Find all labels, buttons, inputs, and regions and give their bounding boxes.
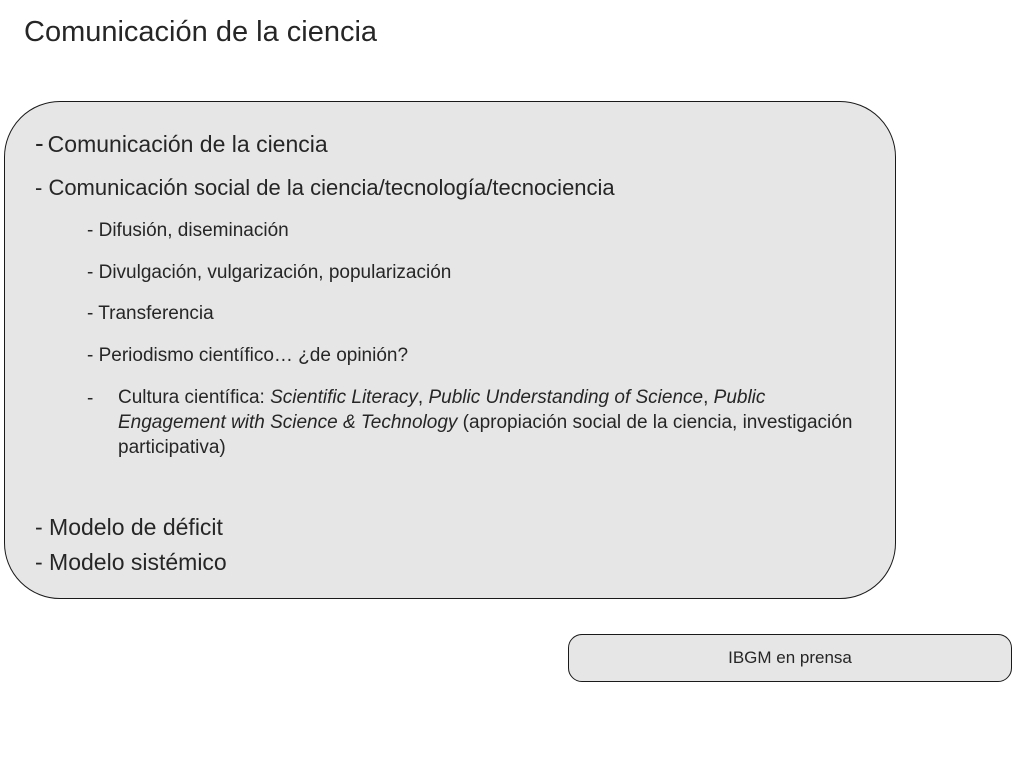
sub-item-transferencia: - Transferencia bbox=[87, 303, 214, 324]
sub-item-periodismo: - Periodismo científico… ¿de opinión? bbox=[87, 345, 409, 366]
item-modelo-sistemico: - Modelo sistémico bbox=[35, 549, 227, 575]
item-comunicacion-ciencia bbox=[35, 128, 328, 159]
sub-item-difusion: - Difusión, diseminación bbox=[87, 220, 289, 241]
page-title: Comunicación de la ciencia bbox=[24, 16, 378, 48]
sub-item-cultura bbox=[118, 385, 858, 460]
cultura-term-literacy: Scientific Literacy bbox=[270, 387, 418, 408]
item-dash: - bbox=[35, 128, 44, 158]
note-box bbox=[568, 634, 1012, 682]
item-modelo-deficit: - Modelo de déficit bbox=[35, 514, 223, 540]
item-comunicacion-social: - Comunicación social de la ciencia/tecnología/tecnociencia bbox=[35, 175, 615, 200]
cultura-term-understanding: Public Understanding of Science bbox=[428, 387, 704, 408]
sub-item-cultura-dash: - bbox=[87, 388, 94, 409]
content-box bbox=[4, 101, 896, 599]
cultura-sep: , bbox=[703, 387, 714, 408]
cultura-suffix: (apropiación social de la ciencia, investigación participativa) bbox=[118, 412, 853, 458]
sub-item-divulgacion: - Divulgación, vulgarización, popularización bbox=[87, 262, 452, 283]
note-text: IBGM en prensa bbox=[728, 648, 852, 667]
cultura-term-engagement: Public Engagement with Science & Technology bbox=[118, 387, 766, 433]
cultura-prefix: Cultura científica: bbox=[118, 387, 271, 408]
cultura-sep: , bbox=[417, 387, 429, 408]
item-label: Comunicación de la ciencia bbox=[47, 131, 328, 157]
